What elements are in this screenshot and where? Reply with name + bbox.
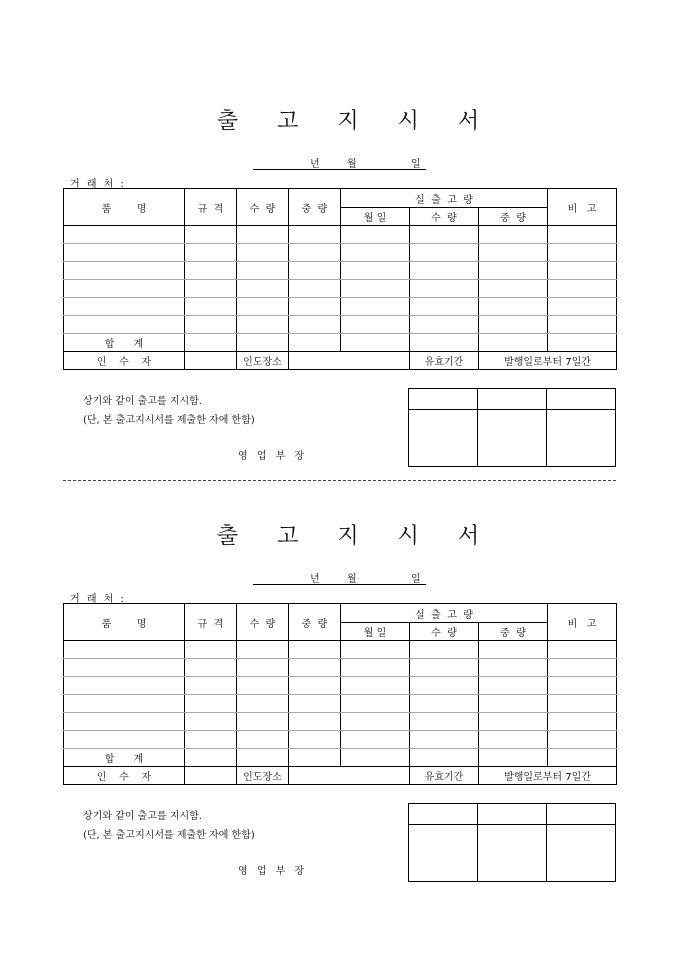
cell[interactable] [410, 316, 479, 334]
cell[interactable] [341, 280, 410, 298]
header-spec: 규 격 [185, 189, 237, 226]
approval-sign-cell[interactable] [409, 825, 478, 882]
cell[interactable] [185, 280, 237, 298]
cell[interactable] [341, 677, 410, 695]
cell[interactable] [410, 262, 479, 280]
header-actual-weight: 중 량 [479, 623, 548, 641]
cell[interactable] [64, 298, 185, 316]
cell[interactable] [548, 713, 617, 731]
cell[interactable] [410, 677, 479, 695]
cell[interactable] [185, 244, 237, 262]
cell[interactable] [341, 659, 410, 677]
cell[interactable] [237, 713, 289, 731]
cell[interactable] [410, 695, 479, 713]
cell[interactable] [479, 659, 548, 677]
cell[interactable] [289, 298, 341, 316]
cell[interactable] [479, 713, 548, 731]
release-order-form-1 [0, 0, 680, 462]
form-title: 출 고 지 시 서 [216, 524, 496, 549]
cell[interactable] [548, 262, 617, 280]
approval-title-cell[interactable] [409, 389, 478, 410]
header-actual-release: 실 출 고 량 [341, 189, 548, 208]
cell[interactable] [410, 334, 479, 352]
receiver-label: 인 수 자 [64, 352, 185, 370]
cell[interactable] [341, 749, 410, 767]
cell[interactable] [548, 659, 617, 677]
cell[interactable] [64, 641, 185, 659]
cell[interactable] [289, 244, 341, 262]
date-month-label: 월 [347, 159, 357, 170]
cell[interactable] [410, 226, 479, 244]
header-actual-date: 월 일 [341, 208, 410, 226]
cell[interactable] [548, 280, 617, 298]
table-row [64, 641, 617, 659]
cell[interactable] [185, 749, 237, 767]
cell[interactable] [479, 731, 548, 749]
table-row [64, 695, 617, 713]
cell[interactable] [410, 280, 479, 298]
cell[interactable] [548, 226, 617, 244]
cell[interactable] [341, 695, 410, 713]
cell[interactable] [289, 262, 341, 280]
cell[interactable] [64, 659, 185, 677]
cell[interactable] [548, 244, 617, 262]
cell[interactable] [237, 244, 289, 262]
cell[interactable] [410, 731, 479, 749]
cell[interactable] [479, 677, 548, 695]
date-line[interactable] [253, 153, 426, 170]
cell[interactable] [410, 659, 479, 677]
approval-title-cell[interactable] [409, 804, 478, 825]
cell[interactable] [237, 316, 289, 334]
cell[interactable] [479, 641, 548, 659]
cell[interactable] [289, 226, 341, 244]
cell[interactable] [479, 695, 548, 713]
approval-title-cell[interactable] [478, 389, 547, 410]
header-item: 품 명 [64, 604, 185, 641]
cell[interactable] [185, 298, 237, 316]
header-weight: 중 량 [289, 189, 341, 226]
table-row [64, 226, 617, 244]
cell[interactable] [289, 659, 341, 677]
receiver-label: 인 수 자 [64, 767, 185, 785]
cell[interactable] [237, 298, 289, 316]
date-day-label: 일 [411, 159, 421, 170]
cell[interactable] [341, 226, 410, 244]
department-signature-label: 영 업 부 장 [238, 866, 308, 877]
cell[interactable] [289, 695, 341, 713]
release-table [63, 603, 617, 785]
cell[interactable] [237, 695, 289, 713]
cell[interactable] [341, 334, 410, 352]
cell[interactable] [548, 316, 617, 334]
total-row [64, 749, 617, 767]
department-signature-label: 영 업 부 장 [238, 451, 308, 462]
receiver-row [64, 767, 617, 785]
table-row [64, 244, 617, 262]
cell[interactable] [64, 244, 185, 262]
date-month-label: 월 [347, 574, 357, 585]
cell[interactable] [237, 280, 289, 298]
cell[interactable] [479, 226, 548, 244]
header-qty: 수 량 [237, 604, 289, 641]
cell[interactable] [185, 659, 237, 677]
receiver-row [64, 352, 617, 370]
cell[interactable] [548, 695, 617, 713]
header-remarks: 비 고 [548, 604, 617, 641]
cell[interactable] [237, 226, 289, 244]
cell[interactable] [289, 334, 341, 352]
cell[interactable] [237, 677, 289, 695]
cell[interactable] [289, 280, 341, 298]
cell[interactable] [479, 334, 548, 352]
header-item: 품 명 [64, 189, 185, 226]
approval-box [408, 803, 616, 882]
cell[interactable] [479, 316, 548, 334]
cell[interactable] [185, 262, 237, 280]
approval-sign-cell[interactable] [478, 825, 547, 882]
total-label: 합 계 [64, 334, 185, 352]
client-label: 거 래 처 : [70, 594, 126, 605]
cell[interactable] [237, 731, 289, 749]
table-row [64, 731, 617, 749]
header-actual-weight: 중 량 [479, 208, 548, 226]
delivery-place-label: 인도장소 [237, 352, 289, 370]
cell[interactable] [479, 280, 548, 298]
cell[interactable] [185, 316, 237, 334]
approval-sign-cell[interactable] [547, 825, 616, 882]
cell[interactable] [237, 659, 289, 677]
cell[interactable] [548, 298, 617, 316]
table-row [64, 298, 617, 316]
cell[interactable] [479, 262, 548, 280]
cell[interactable] [237, 641, 289, 659]
total-row [64, 334, 617, 352]
cell[interactable] [410, 641, 479, 659]
table-row [64, 677, 617, 695]
cell[interactable] [64, 713, 185, 731]
cell[interactable] [410, 298, 479, 316]
cell[interactable] [341, 298, 410, 316]
cell[interactable] [548, 731, 617, 749]
instruction-note: 상기와 같이 출고를 지시함. [83, 811, 202, 822]
date-year-label: 년 [310, 574, 320, 585]
cell[interactable] [341, 316, 410, 334]
cell[interactable] [64, 695, 185, 713]
validity-value: 발행일로부터 7일간 [479, 767, 617, 785]
cell[interactable] [548, 749, 617, 767]
table-row [64, 280, 617, 298]
header-actual-release: 실 출 고 량 [341, 604, 548, 623]
cell[interactable] [479, 298, 548, 316]
form-title: 출 고 지 시 서 [216, 109, 496, 134]
date-day-label: 일 [411, 574, 421, 585]
cell[interactable] [341, 244, 410, 262]
table-row [64, 659, 617, 677]
cell[interactable] [289, 677, 341, 695]
approval-title-cell[interactable] [547, 804, 616, 825]
date-line[interactable] [253, 568, 426, 585]
cell[interactable] [479, 749, 548, 767]
header-qty: 수 량 [237, 189, 289, 226]
cell[interactable] [185, 641, 237, 659]
cell[interactable] [64, 731, 185, 749]
table-row [64, 713, 617, 731]
cell[interactable] [410, 244, 479, 262]
cell[interactable] [289, 749, 341, 767]
cell[interactable] [64, 226, 185, 244]
cell[interactable] [341, 713, 410, 731]
cell[interactable] [237, 262, 289, 280]
release-order-form-2 [0, 415, 680, 877]
client-label: 거 래 처 : [70, 179, 126, 190]
cell[interactable] [410, 749, 479, 767]
cell[interactable] [341, 262, 410, 280]
cell[interactable] [341, 731, 410, 749]
cell[interactable] [64, 316, 185, 334]
cell[interactable] [185, 731, 237, 749]
date-year-label: 년 [310, 159, 320, 170]
receiver-field[interactable] [185, 352, 237, 370]
cell[interactable] [289, 316, 341, 334]
cell[interactable] [237, 334, 289, 352]
cell[interactable] [185, 334, 237, 352]
validity-value: 발행일로부터 7일간 [479, 352, 617, 370]
header-remarks: 비 고 [548, 189, 617, 226]
cell[interactable] [64, 280, 185, 298]
cell[interactable] [341, 641, 410, 659]
total-label: 합 계 [64, 749, 185, 767]
cell[interactable] [548, 677, 617, 695]
instruction-note: 상기와 같이 출고를 지시함. [83, 396, 202, 407]
restriction-note: (단, 본 출고지시서를 제출한 자에 한함) [83, 830, 255, 841]
header-spec: 규 격 [185, 604, 237, 641]
cell[interactable] [185, 677, 237, 695]
delivery-place-label: 인도장소 [237, 767, 289, 785]
table-row [64, 316, 617, 334]
validity-label: 유효기간 [410, 352, 479, 370]
restriction-note: (단, 본 출고지시서를 제출한 자에 한함) [83, 415, 255, 426]
cell[interactable] [185, 226, 237, 244]
header-actual-qty: 수 량 [410, 623, 479, 641]
validity-label: 유효기간 [410, 767, 479, 785]
cell[interactable] [64, 677, 185, 695]
approval-title-cell[interactable] [547, 389, 616, 410]
cell[interactable] [289, 731, 341, 749]
cell[interactable] [185, 695, 237, 713]
cell[interactable] [410, 713, 479, 731]
receiver-field[interactable] [185, 767, 237, 785]
cell[interactable] [64, 262, 185, 280]
cell[interactable] [289, 641, 341, 659]
header-weight: 중 량 [289, 604, 341, 641]
cell[interactable] [548, 641, 617, 659]
delivery-place-field[interactable] [289, 767, 410, 785]
cell[interactable] [289, 713, 341, 731]
cell[interactable] [237, 749, 289, 767]
table-row [64, 262, 617, 280]
approval-title-cell[interactable] [478, 804, 547, 825]
cell[interactable] [185, 713, 237, 731]
cell[interactable] [548, 334, 617, 352]
release-table [63, 188, 617, 370]
header-actual-qty: 수 량 [410, 208, 479, 226]
delivery-place-field[interactable] [289, 352, 410, 370]
header-actual-date: 월 일 [341, 623, 410, 641]
cell[interactable] [479, 244, 548, 262]
